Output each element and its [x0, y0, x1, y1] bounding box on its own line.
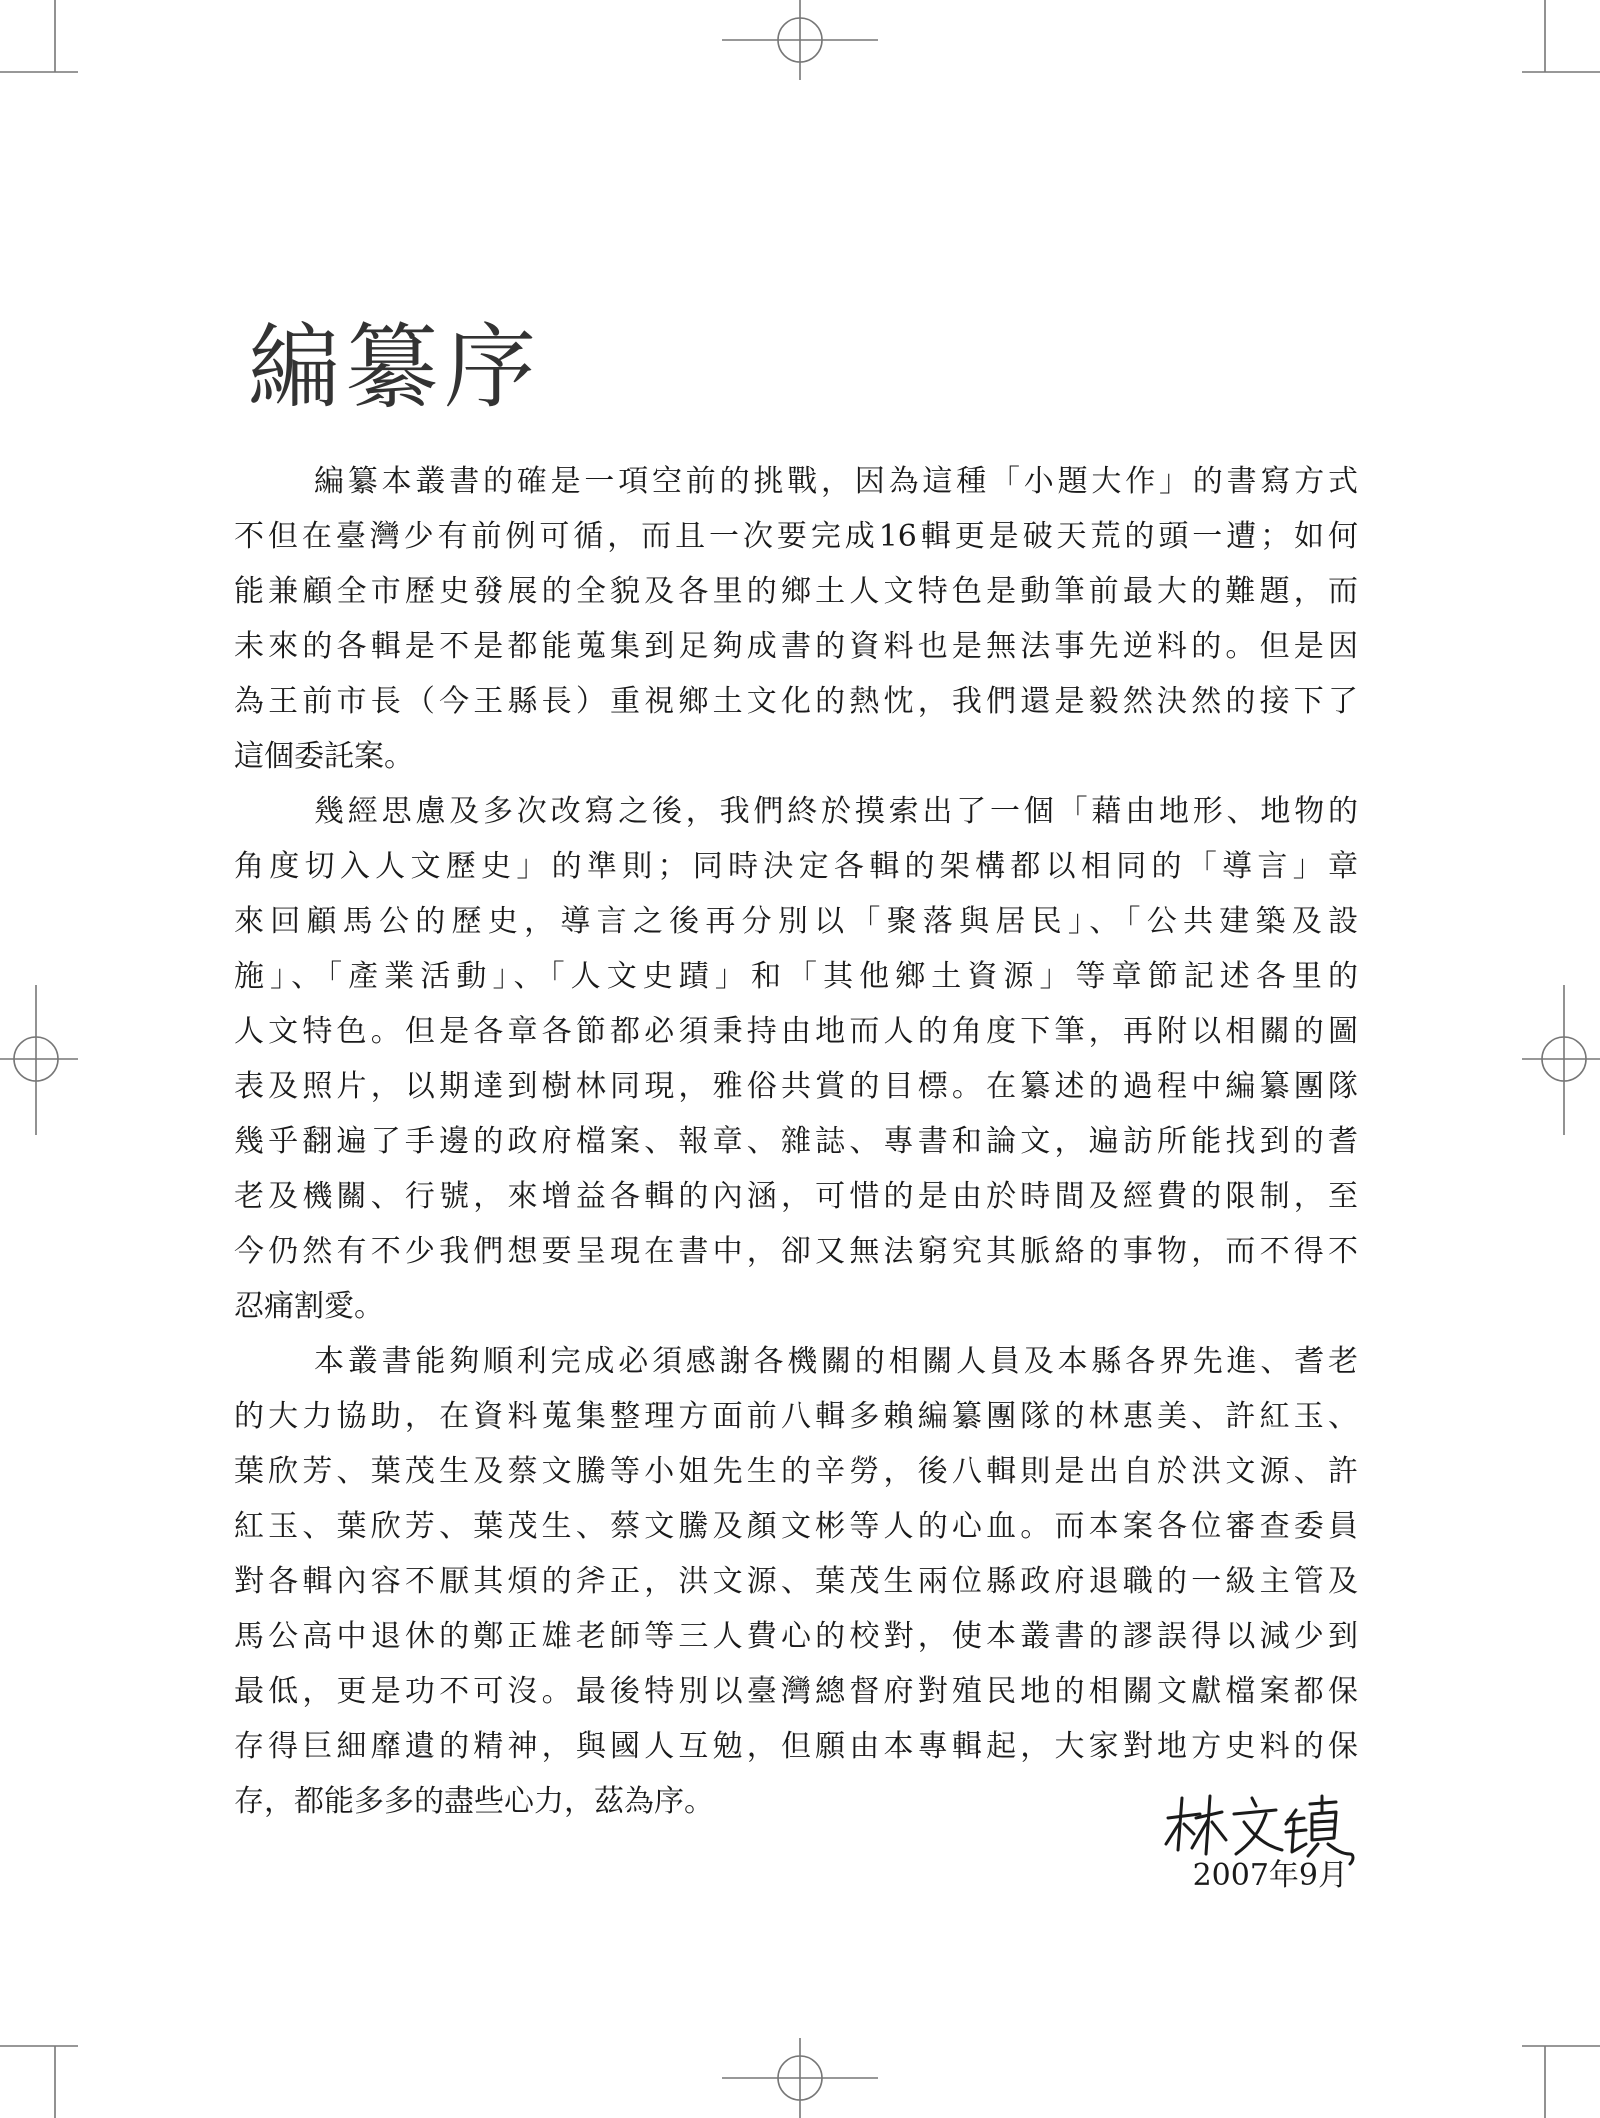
text-line: 忍痛割愛。	[234, 1289, 384, 1324]
text-line: 表及照片，以期達到樹林同現，雅俗共賞的目標。在纂述的過程中編纂團隊	[234, 1069, 1358, 1104]
text-line: 馬公高中退休的鄭正雄老師等三人費心的校對，使本叢書的謬誤得以減少到	[234, 1619, 1358, 1654]
text-line: 存，都能多多的盡些心力，茲為序。	[234, 1784, 714, 1819]
date: 2007年9月	[1192, 1858, 1348, 1893]
text-line: 為王前市長（今王縣長）重視鄉土文化的熱忱，我們還是毅然決然的接下了	[234, 684, 1358, 719]
text-line: 老及機關、行號，來增益各輯的內涵，可惜的是由於時間及經費的限制，至	[234, 1179, 1358, 1214]
paragraph-1	[234, 454, 1358, 784]
text-line: 今仍然有不少我們想要呈現在書中，卻又無法窮究其脈絡的事物，而不得不	[234, 1234, 1358, 1269]
text-line: 施」、「產業活動」、「人文史蹟」和「其他鄉土資源」等章節記述各里的	[234, 959, 1358, 994]
paragraph-3	[234, 1334, 1358, 1829]
text-line: 來回顧馬公的歷史，導言之後再分別以「聚落與居民」、「公共建築及設	[234, 904, 1358, 939]
text-line: 存得巨細靡遺的精神，與國人互勉，但願由本專輯起，大家對地方史料的保	[234, 1729, 1358, 1764]
text-line: 本叢書能夠順利完成必須感謝各機關的相關人員及本縣各界先進、耆老	[314, 1344, 1358, 1379]
text-line: 能兼顧全市歷史發展的全貌及各里的鄉土人文特色是動筆前最大的難題，而	[234, 574, 1358, 609]
text-line: 幾經思慮及多次改寫之後，我們終於摸索出了一個「藉由地形、地物的	[314, 794, 1358, 829]
text-line: 這個委託案。	[234, 739, 414, 774]
text-line: 編纂本叢書的確是一項空前的挑戰，因為這種「小題大作」的書寫方式	[314, 464, 1358, 499]
text-line: 的大力協助，在資料蒐集整理方面前八輯多賴編纂團隊的林惠美、許紅玉、	[234, 1399, 1358, 1434]
text-line: 不但在臺灣少有前例可循，而且一次要完成16輯更是破天荒的頭一遭；如何	[234, 519, 1358, 554]
text-line: 角度切入人文歷史」的準則；同時決定各輯的架構都以相同的「導言」章	[234, 849, 1358, 884]
preface-body	[234, 454, 1358, 1829]
text-line: 對各輯內容不厭其煩的斧正，洪文源、葉茂生兩位縣政府退職的一級主管及	[234, 1564, 1358, 1599]
text-line: 最低，更是功不可沒。最後特別以臺灣總督府對殖民地的相關文獻檔案都保	[234, 1674, 1358, 1709]
paragraph-2	[234, 784, 1358, 1334]
text-line: 紅玉、葉欣芳、葉茂生、蔡文騰及顏文彬等人的心血。而本案各位審查委員	[234, 1509, 1358, 1544]
page-title: 編纂序	[248, 314, 543, 421]
text-line: 未來的各輯是不是都能蒐集到足夠成書的資料也是無法事先逆料的。但是因	[234, 629, 1358, 664]
text-line: 人文特色。但是各章各節都必須秉持由地而人的角度下筆，再附以相關的圖	[234, 1014, 1358, 1049]
text-line: 幾乎翻遍了手邊的政府檔案、報章、雜誌、專書和論文，遍訪所能找到的耆	[234, 1124, 1358, 1159]
text-line: 葉欣芳、葉茂生及蔡文騰等小姐先生的辛勞，後八輯則是出自於洪文源、許	[234, 1454, 1358, 1489]
